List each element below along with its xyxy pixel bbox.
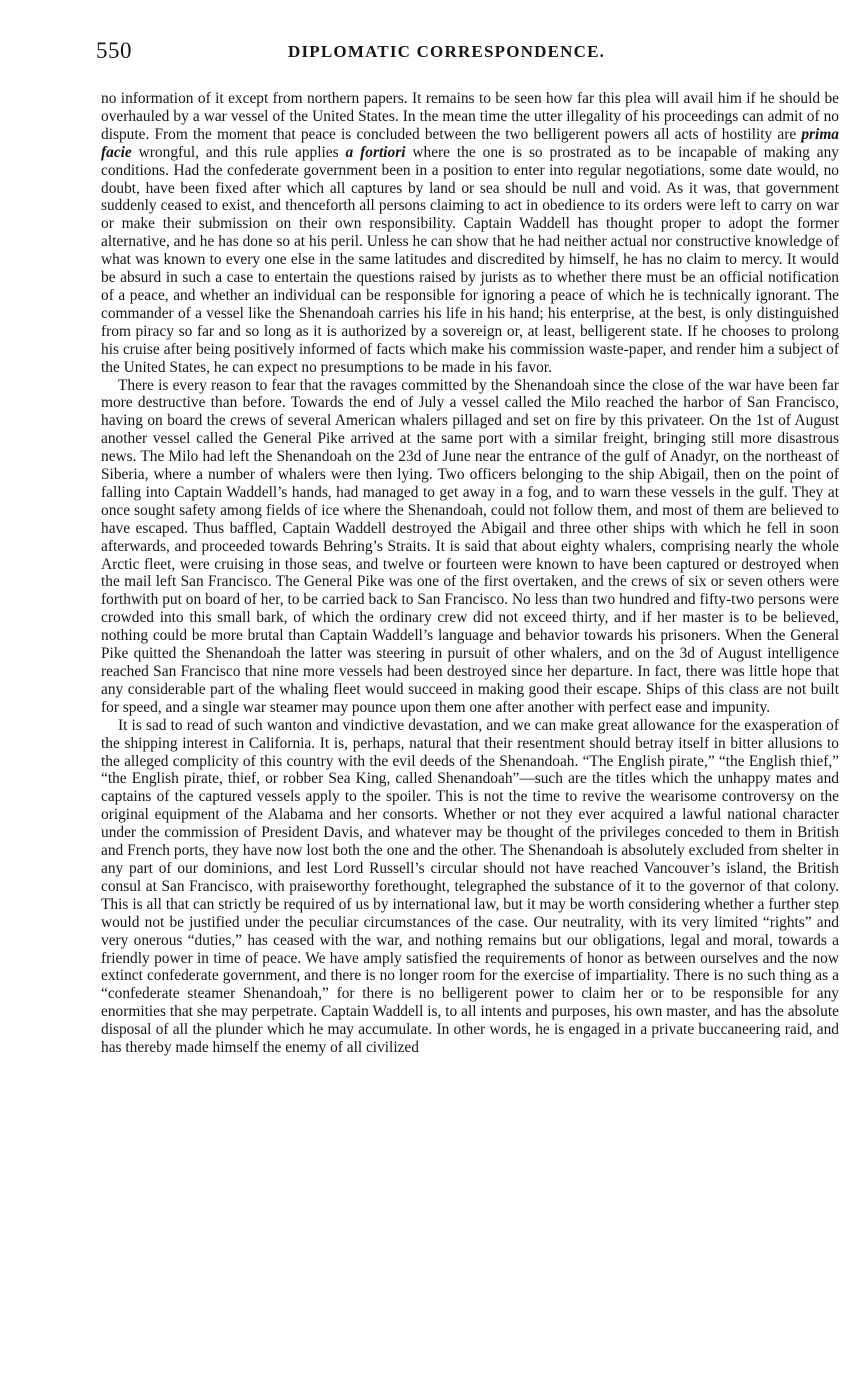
paragraph-text: It is sad to read of such wanton and vindictive devastation, and we can make great allowance for the exasperation of the shipping interest in California. It is, perhaps, natural that their resentment should betray itself in bitter allusions to the alleged complicity of this country with the evil deeds of the Shenandoah. “The English pirate,” “the English thief,” “the English pirate, thief, or robber Sea King, called Shenandoah”—such are the titles which the unhappy mates and captains of the captured vessels apply to the spoiler. This is not the time to revive the wearisome controversy on the original equipment of the Alabama and her consorts. Whether or not they ever acquired a lawful national character under the commission of President Davis, and whatever may be thought of the privileges conceded to them in British and French ports, they have now lost both the one and the other. The Shenandoah is absolutely excluded from shelter in any part of our dominions, and lest Lord Russell’s circular should not have reached Vancouver’s island, the British consul at San Francisco, with praiseworthy forethought, telegraphed the substance of it to the governor of that colony. This is all that can strictly be required of us by international law, but it may be worth considering whether a further step would not be justified under the peculiar circumstances of the case. Our neutrality, with its very limited “rights” and very onerous “duties,” has ceased with the war, and nothing remains but our obligations, legal and moral, towards a friendly power in time of peace. We have amply satisfied the requirements of honor as between ourselves and the now extinct confederate government, and there is no longer room for the exercise of impartiality. There is no such thing as a “confederate steamer Shenandoah,” for there is no belligerent power to claim her or to be responsible for any enormities that she may perpetrate. Captain Waddell is, to all intents and purposes, his own master, and has the absolute disposal of all the plunder which he may accumulate. In other words, he is engaged in a private buccaneering raid, and has thereby made himself the enemy of all civilized	[101, 716, 839, 1057]
paragraph	[101, 90, 839, 377]
body-text	[101, 90, 839, 1057]
italic-phrase-a-fortiori: a fortiori	[345, 143, 406, 161]
running-title: DIPLOMATIC CORRESPONDENCE.	[288, 42, 606, 61]
paragraph-text: wrongful, and this rule applies	[131, 143, 346, 161]
page-header	[96, 38, 840, 68]
paragraph	[101, 717, 839, 1057]
italic-phrase-prima-facie: prima facie	[101, 125, 839, 161]
paragraph-text: no information of it except from northern papers. It remains to be seen how far this plea will avail him if he should be overhauled by a war vessel of the United States. In the mean time the utter illegality of his proceedings can admit of no dispute. From the moment that peace is concluded between the two belligerent powers all acts of hostility are	[101, 90, 839, 143]
paragraph-text: There is every reason to fear that the ravages committed by the Shenandoah since the close of the war have been far more destructive than before. Towards the end of July a vessel called the Milo reached the harbor of San Francisco, having on board the crews of several American whalers pillaged and set on fire by this privateer. On the 1st of August another vessel called the General Pike arrived at the same port with a similar freight, bringing still more disastrous news. The Milo had left the Shenandoah on the 23d of June near the entrance of the gulf of Anadyr, on the northeast of Siberia, where a number of whalers were then lying. Two officers belonging to the ship Abigail, then on the point of falling into Captain Waddell’s hands, had managed to get away in a fog, and to warn these vessels in the gulf. They at once sought safety among fields of ice where the Shenandoah, could not follow them, and most of them are believed to have escaped. Thus baffled, Captain Waddell destroyed the Abigail and three other ships with which he fell in soon afterwards, and proceeded towards Behring’s Straits. It is said that about eighty whalers, comprising nearly the whole Arctic fleet, were cruising in those seas, and twelve or fourteen were known to have been captured or destroyed when the mail left San Francisco. The General Pike was one of the first overtaken, and the crews of six or seven others were forthwith put on board of her, to be carried back to San Francisco. No less than two hundred and fifty-two persons were crowded into this small bark, of which the ordinary crew did not exceed thirty, and if her master is to be believed, nothing could be more brutal than Captain Waddell’s language and behavior towards his prisoners. When the General Pike quitted the Shenandoah the latter was steering in pursuit of other whalers, and on the 3d of August intelligence reached San Francisco that nine more vessels had been destroyed since her departure. In fact, there was little hope that any considerable part of the whaling fleet would succeed in making good their escape. Ships of this class are not built for speed, and a single war steamer may pounce upon them one after another with perfect ease and impunity.	[101, 376, 839, 716]
paragraph-text: where the one is so prostrated as to be incapable of making any conditions. Had the confederate government been in a position to enter into regular negotiations, some date would, no doubt, have been fixed after which all captures by land or sea should be null and void. As it was, that government suddenly ceased to exist, and thenceforth all persons claiming to act in obedience to its orders were left to carry on war or make their submission on their own responsibility. Captain Waddell has thought proper to adopt the former alternative, and he has done so at his peril. Unless he can show that he had neither actual nor constructive knowledge of what was known to every one else in the same latitudes and discredited by himself, he has no claim to mercy. It would be absurd in such a case to entertain the questions raised by jurists as to whether there must be an official notification of a peace, and whether an individual can be responsible for ignoring a peace of which he is technically ignorant. The commander of a vessel like the Shenandoah carries his life in his hand; his enterprise, at the best, is only distinguished from piracy so far and so long as it is authorized by a sovereign or, at least, belligerent state. If he chooses to prolong his cruise after being positively informed of facts which make his commission waste-paper, and render him a subject of the United States, he can expect no presumptions to be made in his favor.	[101, 143, 839, 376]
page-number: 550	[96, 38, 132, 63]
paragraph	[101, 377, 839, 717]
